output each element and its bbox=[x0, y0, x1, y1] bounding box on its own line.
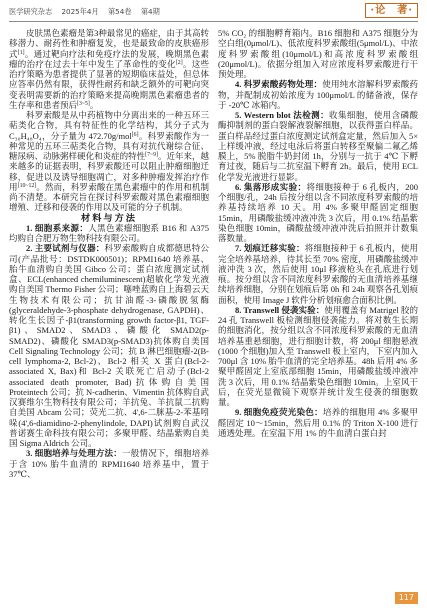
method-label: 3. 细胞培养与处理方法： bbox=[26, 448, 122, 459]
citation: [3~5] bbox=[77, 100, 90, 107]
running-header bbox=[9, 7, 167, 16]
method-item bbox=[218, 182, 418, 244]
method-text: 科罗索酸购自成都德思特公司(产品批号：DSTDK000501)；RPMI1640 培养基、胎牛血清购自美国 Gibco 公司；蛋白浓度测定试剂盒、ECL(enhanced chemiluminescent)超敏化学发光液购自美国 Thermo Fisher 公司；噻唑蓝购自上海碧云天生物技术有限公司；抗甘油醛-3-磷酸脱氢酶(glyceraldehyde-3-phosphate dehydrogenase, GAPDH)、转化生长因子-β1(transforming growth factor-β1, TGF-β1)、SMAD2、SMAD3、磷酸化 SMAD2(p-SMAD2)、磷酸化 SMAD3(p-SMAD3)抗体购自美国 Cell Signaling Technology 公司；抗 B 淋巴细胞瘤-2(B-cell lymphoma-2, Bcl-2)、Bcl-2 相关 X 蛋白(Bcl-2-associated X, Bax)和 Bcl-2 关联死亡启动子(Bcl-2 associated death promoter, Bad)抗体购自美国 Proteintech 公司；抗 N-cadherin、Vimentin 抗体购自武汉赛维尔生物科技有限公司；羊抗兔、羊抗鼠二抗购自美国 Abcam 公司；荧光二抗、4',6-二脒基-2-苯基吲哚(4',6-diamidino-2-phenylindole, DAPI)试剂购自武汉普诺赛生命科技有限公司；多聚甲醛、结晶紫购自美国 Sigma Aldrich 公司。 bbox=[9, 243, 209, 448]
intro-text: 皮肤黑色素瘤是第3种最常见的癌症，由于其高转移潜力、耐药性和肿瘤复发，也是最致命的皮肤癌形式 bbox=[9, 28, 209, 59]
left-column bbox=[9, 28, 209, 479]
method-item bbox=[9, 448, 209, 479]
background-text: 。然而，科罗索酸在黑色素瘤中的作用和机制尚不清楚。本研究旨在探讨科罗索酸对黑色素瘤细胞增殖、迁移和侵袭的作用以及可能的分子机制。 bbox=[9, 181, 209, 213]
background-text: 科罗索酸是从中药植物中分离出来的一种五环三萜类化合物，具有特征性的化学结构，其分子式为 C₃₀H₄₈O₄，分子量为 472.70g/mol bbox=[9, 110, 209, 141]
background-text: 。近年来，越来越多的证据表明，科罗索酸还可以阻止肿瘤细胞迁移，促进以及诱导细胞凋亡，对多种肿瘤发挥治疗作用 bbox=[9, 151, 209, 192]
method-item bbox=[218, 407, 418, 438]
citation: [6] bbox=[131, 131, 139, 138]
method-text: 使用纯水溶解科罗索酸药物，并配制成初始浓度为 100μmol/L 的储备液，保存于 -20℃ 冰箱内。 bbox=[218, 79, 418, 110]
page-number: 117 bbox=[395, 592, 418, 604]
header-rule bbox=[9, 21, 418, 22]
citation: [2] bbox=[175, 59, 183, 66]
continued-paragraph: 5% CO₂ 的细胞孵育箱内。B16 细胞和 A375 细胞分为空白组(0μmol/L)、低浓度科罗索酸组(5μmol/L)、中浓度科罗索酸组(10μmol/L)和高浓度科罗索酸组(20μmol/L)。依据分组加入对应浓度科罗索酸进行干预处理。 bbox=[218, 28, 418, 79]
intro-text: 。 bbox=[89, 99, 99, 110]
method-item bbox=[218, 305, 418, 408]
citation: [7~9] bbox=[145, 152, 158, 158]
issue-date: 2025年4月 bbox=[61, 7, 99, 16]
intro-text: 。通过靶向疗法和免疫疗法的发展，晚期黑色素瘤的治疗在过去十年中发生了革命性的变化 bbox=[9, 48, 209, 69]
method-text: 收集细胞，使用含磷酸酶抑制剂的蛋白裂解液裂解细胞，以获得蛋白样品。蛋白样品经过蛋白浓度测定试剂盒定量，然后加入 5× 上样缓冲液，经过电泳后将蛋白转移至聚偏二氟乙烯膜上，5% 脱脂牛奶封闭 1h，分别与一抗于 4℃ 下孵育过夜，随后与二抗室温下孵育 2h。最后，使用 ECL 化学发光液进行显影。 bbox=[218, 110, 418, 182]
method-item bbox=[9, 243, 209, 448]
right-column bbox=[218, 28, 418, 438]
method-item bbox=[218, 79, 418, 110]
method-item bbox=[9, 223, 209, 244]
method-text: 人黑色素瘤细胞系 B16 和 A375 均购自合肥万物生物科技有限公司。 bbox=[9, 222, 209, 243]
volume-number: 第54卷 bbox=[107, 7, 132, 16]
citation: [10~12] bbox=[17, 182, 37, 189]
section-badge: ·论 著· bbox=[365, 3, 418, 18]
journal-name: 医学研究杂志 bbox=[9, 7, 53, 16]
method-label: 8. Transwell 侵袭实验： bbox=[235, 304, 325, 315]
background-text: 。科罗索酸作为一种常见的五环三萜类化合物，具有对抗代谢综合征、糖尿病、动脉粥样硬化和炎症的特性 bbox=[9, 130, 209, 161]
method-item bbox=[218, 110, 418, 182]
method-label: 4. 科罗索酸药物处理： bbox=[235, 79, 323, 90]
intro-paragraph bbox=[9, 28, 209, 110]
citation: [1] bbox=[17, 49, 25, 56]
method-label: 2. 主要试剂与仪器： bbox=[26, 243, 105, 254]
method-label: 1. 细胞系来源： bbox=[26, 222, 89, 233]
method-label: 6. 集落形成实验： bbox=[235, 181, 307, 192]
method-label: 5. Western blot 法检测： bbox=[235, 110, 330, 120]
method-text: 将细胞接种于 6 孔板内，使用完全培养基培养，待其长至 70% 密度，用磷酸盐缓冲液冲洗 3 次，然后使用 10μl 移液枪头在孔底进行划痕。按分组以含不同浓度科罗索酸的无血清培养基继续培养细胞，分别在划痕后第 0h 和 24h 观察各孔划痕面积，使用 Image J 软件分析划痕愈合面积比例。 bbox=[218, 243, 418, 305]
method-text: 将细胞接种于 6 孔板内，200 个细胞/孔，24h 后按分组以含不同浓度科罗索酸的培养基持续培养 10 天。用 4% 多聚甲醛固定细胞 15min，用磷酸盐缓冲液冲洗 3 次后，用 0.1% 结晶紫染色细胞 10min，磷酸盐缓冲液冲洗后拍照并计数集落数量。 bbox=[218, 181, 418, 243]
method-text: 培养的细胞用 4% 多聚甲醛固定 10～15min，然后用 0.1% 的 Triton X-100 进行通透处理。在室温下用 1% 的牛血清白蛋白封 bbox=[218, 407, 418, 438]
method-label: 9. 细胞免疫荧光染色： bbox=[235, 407, 323, 418]
method-label: 7. 划痕迁移实验： bbox=[235, 243, 305, 254]
method-text: 一般情况下，细胞培养于含 10% 胎牛血清的 RPMI1640 培养基中，置于 37℃、 bbox=[9, 448, 209, 479]
section-heading-methods: 材料与方法 bbox=[81, 212, 137, 223]
method-text: 使用覆盖有 Matrigel 胶的 24 孔 Transwell 板检测细胞侵袭能力。将对数生长期的细胞消化，按分组以含不同浓度科罗索酸的无血清培养基重悬细胞，进行细胞计数，将 200μl 细胞悬液(1000 个细胞)加入至 Transwell 板上室内，下室内加入 700μl 含 10% 胎牛血清的完全培养基。48h 后用 4% 多聚甲醛固定上室底部细胞 15min，用磷酸盐缓冲液冲洗 3 次后，用 0.1% 结晶紫染色细胞 10min。上室风干后，在荧光显微镜下观察并统计发生侵袭的细胞数量。 bbox=[218, 304, 418, 407]
issue-number: 第4期 bbox=[140, 7, 160, 16]
method-item bbox=[218, 243, 418, 305]
background-paragraph bbox=[9, 110, 209, 213]
intro-text: 。这些治疗策略为患者提供了显著的短期临床益处，但总体应答率仍然有限，获得性耐药和缺乏额外的可靶向突变表明需要新的治疗策略来提高晚期黑色素瘤患者的生存率和患者预后 bbox=[9, 58, 209, 110]
